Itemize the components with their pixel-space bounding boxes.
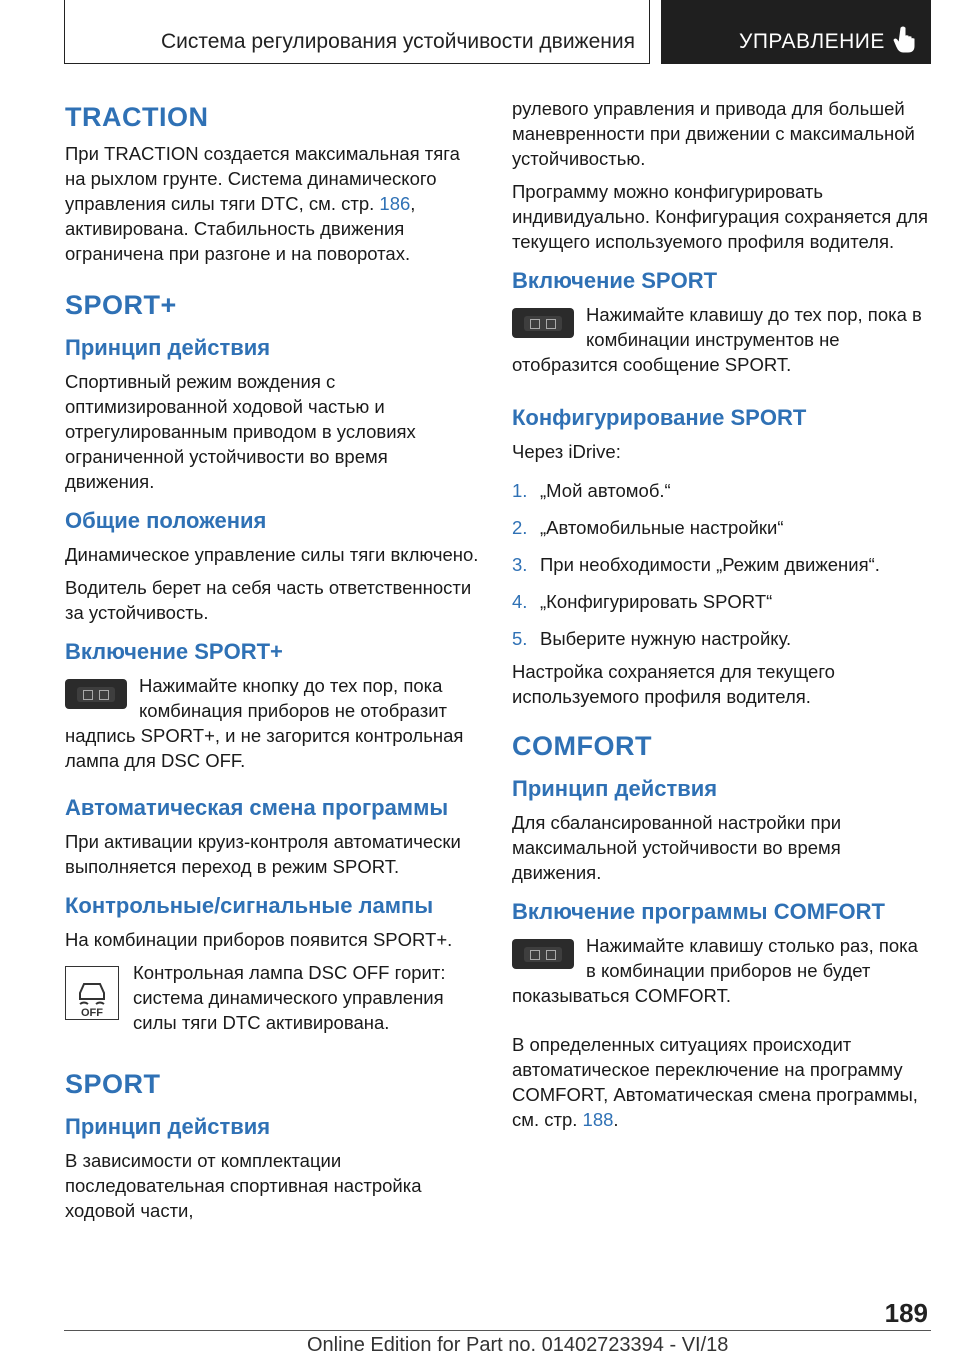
sport-heading: SPORT [65, 1069, 161, 1099]
continued-paragraph: рулевого управления и привода для большей маневренности при движении с максимальной устойчивостью. [512, 98, 915, 169]
config-steps-list [512, 478, 932, 651]
list-item: 1. „Мой автомоб.“ [512, 480, 671, 501]
page-link-188[interactable]: 188 [582, 1109, 614, 1130]
dsc-off-icon [65, 966, 119, 1020]
header-section-title: Система регулирования устойчивости движения [160, 30, 635, 53]
enable-comfort-paragraph: Нажимайте клавишу столько раз, пока в комбинации приборов не будет показываться COMFORT. [512, 935, 918, 1006]
page-link-186[interactable]: 186 [379, 193, 411, 214]
via-idrive-text: Через iDrive: [512, 441, 621, 462]
footer-divider [64, 1330, 931, 1331]
footer-edition: Online Edition for Part no. 01402723394 - VI/18 [307, 1334, 729, 1356]
general-paragraph-1: Динамическое управление силы тяги включено. [65, 544, 479, 565]
config-paragraph: Программу можно конфигурировать индивидуально. Конфигурация сохраняется для текущего используемого профиля водителя. [512, 181, 929, 252]
enable-sport-block [512, 302, 932, 385]
enable-sport-heading: Включение SPORT [512, 268, 718, 293]
traction-heading: TRACTION [65, 102, 209, 132]
dsc-off-block [65, 960, 480, 1043]
traction-paragraph: При TRACTION создается максимальная тяга на рыхлом грунте. Система динамического управления силы тяги DTC, см. стр. 186, активирована. Стабильность движения ограничена при разгоне и на поворотах. [65, 143, 460, 264]
hand-pointer-icon [893, 26, 917, 54]
auto-switch-paragraph: В определенных ситуациях происходит автоматическое переключение на программу COMFORT, Автоматическая смена программы, см. стр. 188. [512, 1034, 918, 1130]
drive-mode-switch-icon [65, 679, 127, 709]
comfort-principle-heading: Принцип действия [512, 776, 718, 801]
list-item: 3. При необходимости „Режим движения“. [512, 554, 880, 575]
lamps-paragraph: На комбинации приборов появится SPORT+. [65, 929, 453, 950]
config-sport-heading: Конфигурирование SPORT [512, 405, 807, 430]
list-item: 2. „Автомобильные настройки“ [512, 517, 784, 538]
enable-sportplus-heading: Включение SPORT+ [65, 639, 283, 664]
auto-change-heading: Автоматическая смена программы [65, 795, 449, 820]
enable-comfort-heading: Включение программы COMFORT [512, 899, 885, 924]
enable-sportplus-paragraph: Нажимайте кнопку до тех пор, пока комбинация приборов не отобразит надпись SPORT+, и не загорится контрольная лампа для DSC OFF. [65, 675, 464, 771]
drive-mode-switch-icon [512, 939, 574, 969]
drive-mode-switch-icon [512, 308, 574, 338]
left-column [65, 96, 480, 1231]
general-heading: Общие положения [65, 508, 267, 533]
right-column [512, 96, 932, 1140]
principle-paragraph: Спортивный режим вождения с оптимизированной ходовой частью и отрегулированным приводом в условиях ограниченной устойчивости во время движения. [65, 371, 416, 492]
enable-sportplus-block [65, 673, 480, 781]
comfort-principle-paragraph: Для сбалансированной настройки при максимальной устойчивости во время движения. [512, 812, 842, 883]
saved-paragraph: Настройка сохраняется для текущего используемого профиля водителя. [512, 661, 835, 707]
lamps-heading: Контрольные/сигнальные лампы [65, 893, 434, 918]
dsc-off-paragraph: Контрольная лампа DSC OFF горит: система динамического управления силы тяги DTC активирована. [133, 962, 446, 1033]
header-chapter-title: УПРАВЛЕНИЕ [739, 30, 885, 53]
enable-sport-paragraph: Нажимайте клавишу до тех пор, пока в комбинации инструментов не отобразится сообщение SPORT. [512, 304, 922, 375]
general-paragraph-2: Водитель берет на себя часть ответственности за устойчивость. [65, 577, 472, 623]
dsc-off-icon-label: OFF [81, 1007, 103, 1019]
principle-heading: Принцип действия [65, 335, 271, 360]
list-item: 5. Выберите нужную настройку. [512, 628, 792, 649]
sport-principle-heading: Принцип действия [65, 1114, 271, 1139]
page-number: 189 [884, 1298, 928, 1328]
sportplus-heading: SPORT+ [65, 290, 177, 320]
enable-comfort-block [512, 933, 932, 1016]
list-item: 4. „Конфигурировать SPORT“ [512, 591, 773, 612]
header-section-box [64, 0, 650, 64]
header-chapter-box [661, 0, 931, 64]
auto-change-paragraph: При активации круиз-контроля автоматически выполняется переход в режим SPORT. [65, 831, 461, 877]
comfort-heading: COMFORT [512, 731, 652, 761]
sport-principle-paragraph: В зависимости от комплектации последовательная спортивная настройка ходовой части, [65, 1150, 422, 1221]
